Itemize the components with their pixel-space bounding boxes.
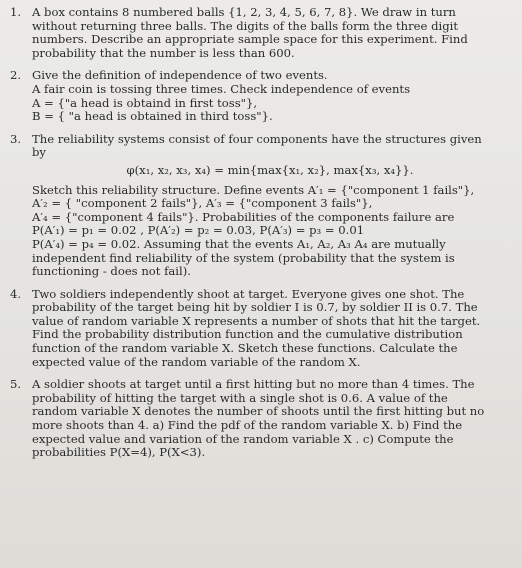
problem-line: A soldier shoots at target until a first hitting but no more than 4 times. The: [32, 377, 475, 392]
problem-line: The reliability systems consist of four components have the structures given: [32, 131, 482, 146]
problem-line: A′₂ = { "component 2 fails"}, A′₃ = {"component 3 fails"},: [32, 196, 373, 211]
problem-number: 4.: [10, 286, 22, 301]
problem-line: A fair coin is tossing three times. Check independence of events: [32, 81, 411, 96]
structure-formula: φ(x₁, x₂, x₃, x₄) = min{max{x₁, x₂}, max{x₃, x₄}}.: [126, 162, 414, 177]
problem-line: Two soldiers independently shoot at target. Everyone gives one shot. The: [32, 286, 465, 301]
problem-number: 2.: [10, 68, 22, 83]
problem-line: probabilities P(X=4), P(X<3).: [32, 445, 206, 460]
problem-line: function of the random variable X. Sketch these functions. Calculate the: [32, 341, 458, 356]
problem-line: B = { "a head is obtained in third toss"}.: [32, 109, 273, 124]
problem-line: A′₄ = {"component 4 fails"}. Probabilities of the components failure are: [32, 209, 455, 224]
problem-line: expected value of the random variable of the random X.: [32, 354, 361, 369]
problem-line: P(A′₄) = p₄ = 0.02. Assuming that the events A₁, A₂, A₃ A₄ are mutually: [32, 236, 446, 251]
problem-line: more shoots than 4. a) Find the pdf of the random variable X. b) Find the: [32, 418, 463, 433]
problem-line: random variable X denotes the number of shoots until the first hitting but no: [32, 404, 485, 419]
problem-5: [10, 378, 508, 460]
problem-line: Sketch this reliability structure. Define events A′₁ = {"component 1 fails"},: [32, 182, 475, 197]
problem-line: without returning three balls. The digits of the balls form the three digit: [32, 18, 458, 33]
problem-1: [10, 6, 508, 60]
problem-number: 5.: [10, 377, 22, 392]
problem-line: expected value and variation of the random variable X . c) Compute the: [32, 431, 454, 446]
problem-line: functioning - does not fail).: [32, 264, 191, 279]
problem-line: by: [32, 145, 46, 160]
problem-line: probability of hitting the target with a single shot is 0.6. A value of the: [32, 390, 448, 405]
problem-line: Find the probability distribution function and the cumulative distribution: [32, 327, 463, 342]
problem-line: independent find reliability of the system (probability that the system is: [32, 250, 455, 265]
problem-line: Give the definition of independence of two events.: [32, 68, 328, 83]
problem-line: probability that the number is less than 600.: [32, 45, 295, 60]
problem-number: 1.: [10, 5, 22, 19]
problem-3: [10, 133, 508, 279]
problem-line: P(A′₁) = p₁ = 0.02 , P(A′₂) = p₂ = 0.03, P(A′₃) = p₃ = 0.01: [32, 223, 365, 238]
problem-number: 3.: [10, 131, 22, 146]
problem-line: value of random variable X represents a number of shots that hit the target.: [32, 313, 481, 328]
problem-2: [10, 69, 508, 123]
problem-line: probability of the target being hit by soldier I is 0.7, by soldier II is 0.7. The: [32, 300, 478, 315]
problem-line: numbers. Describe an appropriate sample space for this experiment. Find: [32, 32, 468, 47]
problem-4: [10, 288, 508, 370]
problem-line: A box contains 8 numbered balls {1, 2, 3, 4, 5, 6, 7, 8}. We draw in turn: [32, 5, 456, 19]
problem-line: A = {"a head is obtaind in first toss"},: [32, 95, 258, 110]
